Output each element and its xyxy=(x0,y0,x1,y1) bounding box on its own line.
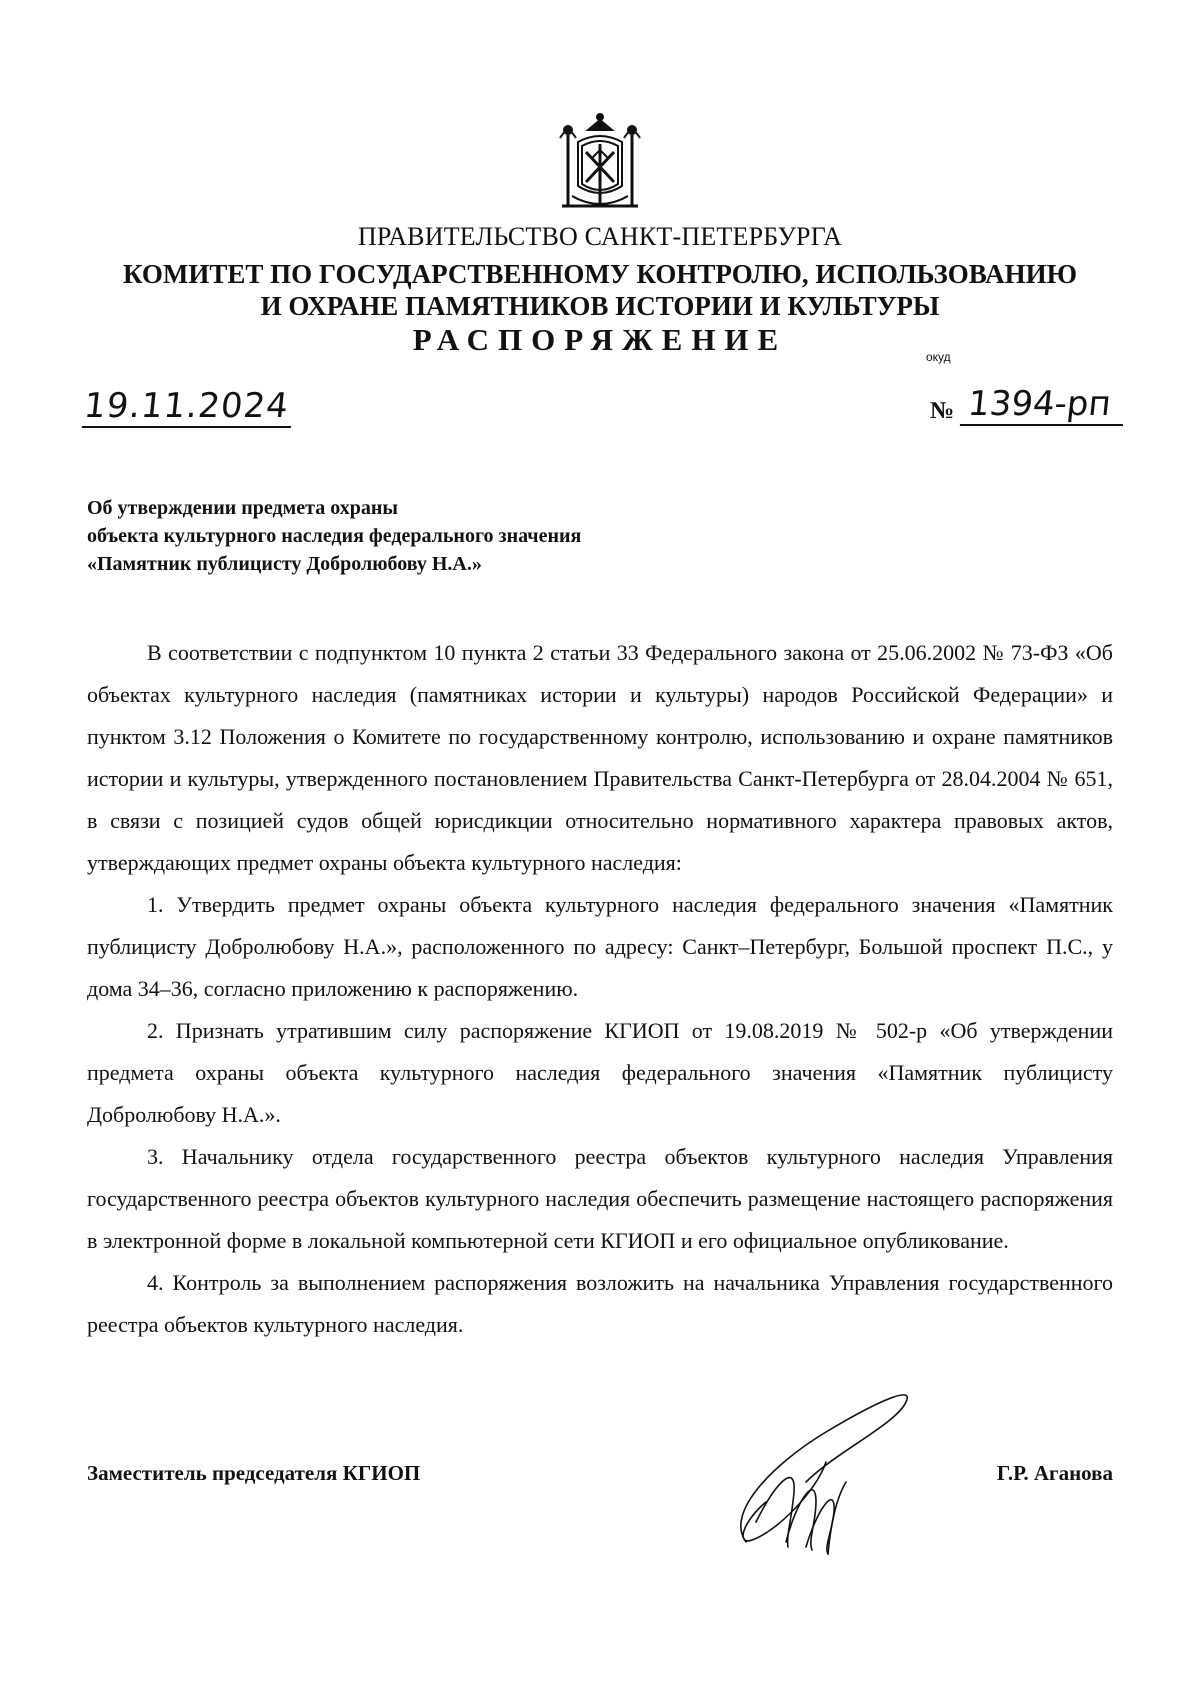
document-number: 1394-рп xyxy=(960,384,1127,426)
document-date: 19.11.2024 xyxy=(82,386,295,428)
government-name: ПРАВИТЕЛЬСТВО САНКТ-ПЕТЕРБУРГА xyxy=(357,222,843,251)
preamble-paragraph: В соответствии с подпунктом 10 пункта 2 статьи 33 Федерального закона от 25.06.2002 № 73-ФЗ «Об объектах культурного наследия (памятниках истории и культуры) народов Российской Федерации» и пунктом 3.12 Положения о Комитете по государственному контролю, использованию и охране памятников истории и культуры, утвержденного постановлением Правительства Санкт-Петербурга от 28.04.2004 № 651, в связи с позицией судов общей юрисдикции относительно нормативного характера правовых актов, утверждающих предмет охраны объекта культурного наследия: xyxy=(87,640,1113,875)
coat-of-arms-icon xyxy=(548,108,652,216)
subject-line1: Об утверждении предмета охраны xyxy=(87,497,398,519)
signatory-name: Г.Р. Аганова xyxy=(996,1461,1113,1485)
document-type: РАСПОРЯЖЕНИЕ xyxy=(412,322,788,357)
okud-label: окуд xyxy=(926,350,951,364)
subject-line2: объекта культурного наследия федерального значения xyxy=(87,525,582,547)
signatory-title: Заместитель председателя КГИОП xyxy=(87,1461,421,1485)
item-2-paragraph: 2. Признать утратившим силу распоряжение КГИОП от 19.08.2019 № 502-р «Об утверждении предмета охраны объекта культурного наследия федерального значения «Памятник публицисту Добролюбову Н.А.». xyxy=(87,1018,1113,1127)
committee-name-line2: И ОХРАНЕ ПАМЯТНИКОВ ИСТОРИИ И КУЛЬТУРЫ xyxy=(260,291,940,321)
subject-line3: «Памятник публицисту Добролюбову Н.А.» xyxy=(87,553,482,575)
number-label: № xyxy=(930,398,955,424)
handwritten-signature-icon xyxy=(716,1372,956,1567)
item-3-paragraph: 3. Начальнику отдела государственного реестра объектов культурного наследия Управления государственного реестра объектов культурного наследия обеспечить размещение настоящего распоряжения в электронной форме в локальной компьютерной сети КГИОП и его официальное опубликование. xyxy=(87,1144,1113,1253)
item-1-paragraph: 1. Утвердить предмет охраны объекта культурного наследия федерального значения «Памятник публицисту Добролюбову Н.А.», расположенного по адресу: Санкт–Петербург, Большой проспект П.С., у дома 34–36, согласно приложению к распоряжению. xyxy=(87,892,1113,1001)
committee-name-line1: КОМИТЕТ ПО ГОСУДАРСТВЕННОМУ КОНТРОЛЮ, ИСПОЛЬЗОВАНИЮ xyxy=(123,259,1077,289)
document-body xyxy=(87,632,1113,1346)
committee-name xyxy=(0,258,1200,322)
document-subject xyxy=(87,494,581,578)
item-4-paragraph: 4. Контроль за выполнением распоряжения возложить на начальника Управления государственного реестра объектов культурного наследия. xyxy=(87,1270,1113,1337)
